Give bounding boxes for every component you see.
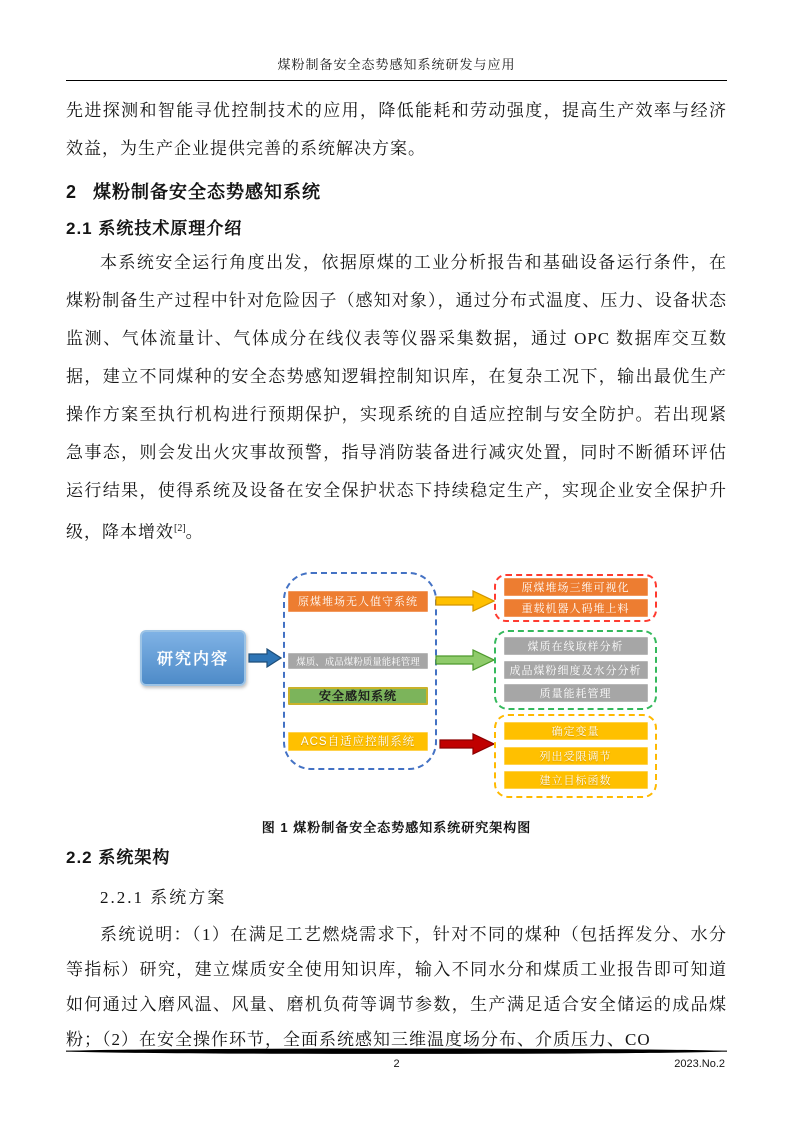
root-node-research-content: 研究内容 [140,630,246,686]
arrow-red-icon [439,733,495,755]
node-3d-visualization: 原煤堆场三维可视化 [504,578,648,596]
group-acs-outputs [494,714,657,798]
node-acs-adaptive-control: ACS自适应控制系统 [288,732,428,751]
principle-text-end: 。 [185,522,204,542]
section-heading-2-1: 2.1 系统技术原理介绍 [66,219,243,238]
arrow-blue-icon [248,648,282,668]
footer-row [66,1058,727,1074]
group-coalyard-outputs [494,574,657,622]
node-coalyard-unmanned: 原煤堆场无人值守系统 [288,591,428,612]
section-heading-2 [66,177,727,207]
system-scheme-paragraph: 系统说明：（1）在满足工艺燃烧需求下，针对不同的煤种（包括挥发分、水分等指标）研究，建立煤质安全使用知识库，输入不同水分和煤质工业报告即可知道如何通过入磨风温、风量、磨机负荷等调节参数，生产满足适合安全储运的成品煤粉；（2）在安全操作环节，全面系统感知三维温度场分布、介质压力、CO [66,924,727,1049]
issue-label: 2023.No.2 [674,1058,725,1070]
node-list-constraints: 列出受限调节 [504,747,648,765]
node-objective-function: 建立目标函数 [504,771,648,789]
principle-paragraph [66,244,727,552]
content-area [66,0,727,1057]
node-online-sampling: 煤质在线取样分析 [504,637,648,655]
node-quality-energy-mgmt: 煤质、成品煤粉质量能耗管理 [288,653,428,669]
section-heading-2-2-1: 2.2.1 系统方案 [100,887,227,907]
intro-paragraph: 先进探测和智能寻优控制技术的应用，降低能耗和劳动强度，提高生产效率与经济效益，为生产企业提供完善的系统解决方案。 [66,101,727,158]
arrow-yellow-icon [435,590,495,612]
footer-rule [66,1047,727,1056]
page-number: 2 [393,1058,400,1070]
node-define-variables: 确定变量 [504,722,648,740]
figure-canvas [66,566,727,806]
citation-ref: [2] [174,523,186,534]
section-heading-2-2: 2.2 系统架构 [66,847,171,867]
arrow-green-icon [435,649,495,671]
node-quality-energy: 质量能耗管理 [504,684,648,702]
figure-caption: 图 1 煤粉制备安全态势感知系统研究架构图 [261,819,532,835]
group-quality-outputs [494,630,657,710]
section-number: 2 [66,182,78,202]
running-header-title: 煤粉制备安全态势感知系统研发与应用 [277,57,516,72]
node-safety-awareness: 安全感知系统 [288,687,428,705]
running-header [66,0,727,81]
node-robot-stacking: 重载机器人码堆上料 [504,599,648,617]
section-title: 煤粉制备安全态势感知系统 [93,182,322,202]
node-fineness-moisture: 成品煤粉细度及水分分析 [504,661,648,679]
figure-1 [66,566,727,836]
page-footer [66,1047,727,1074]
principle-text: 本系统安全运行角度出发，依据原煤的工业分析报告和基础设备运行条件，在煤粉制备生产过程中针对危险因子（感知对象），通过分布式温度、压力、设备状态监测、气体流量计、气体成分在线仪表等仪器采集数据，通过 OPC 数据库交互数据，建立不同煤种的安全态势感知逻辑控制知识库，在复杂工况下，输出最优生产操作方案至执行机构进行预期保护，实现系统的自适应控制与安全防护。若出现紧急事态，则会发出火灾事故预警，指导消防装备进行减灾处置，同时不断循环评估运行结果，使得系统及设备在安全保护状态下持续稳定生产，实现企业安全保护升级，降本增效 [66,253,727,542]
